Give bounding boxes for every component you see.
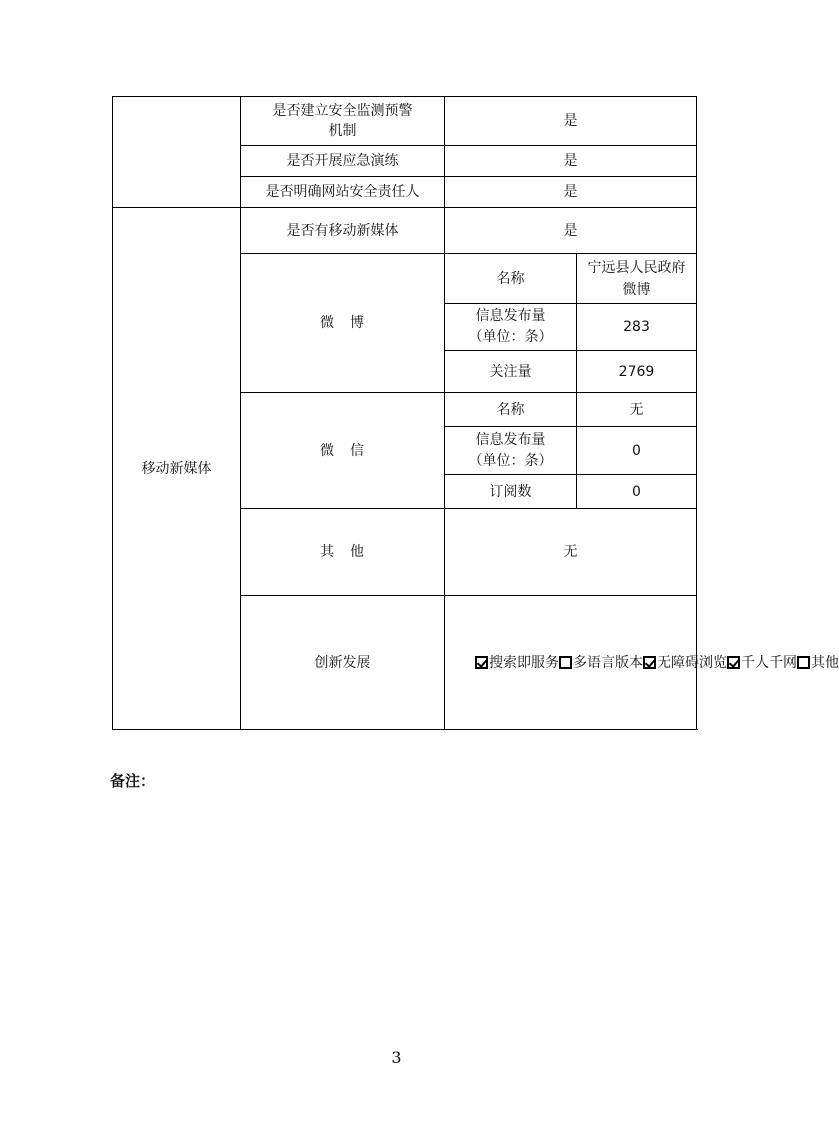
weibo-name-label: 名称 bbox=[445, 254, 577, 304]
checkbox-other[interactable] bbox=[797, 655, 839, 671]
checkbox-icon bbox=[643, 656, 656, 669]
wechat-posts-label: 信息发布量 （单位：条） bbox=[445, 427, 577, 475]
wechat-posts-value: 0 bbox=[577, 427, 697, 475]
page-number: 3 bbox=[391, 1048, 402, 1067]
weibo-label: 微 博 bbox=[241, 254, 445, 393]
checkbox-search-as-service[interactable] bbox=[475, 655, 559, 671]
other-label: 其 他 bbox=[241, 509, 445, 596]
checkbox-icon bbox=[727, 656, 740, 669]
other-value: 无 bbox=[445, 509, 697, 596]
option-label: 其他 bbox=[811, 654, 839, 671]
wechat-label: 微 信 bbox=[241, 393, 445, 509]
checkbox-icon bbox=[797, 656, 810, 669]
drill-value: 是 bbox=[445, 146, 697, 177]
checkbox-icon bbox=[559, 656, 572, 669]
mobile-section-label: 移动新媒体 bbox=[113, 208, 241, 730]
remark-label: 备注： bbox=[110, 772, 156, 790]
report-table bbox=[112, 96, 839, 730]
checkbox-icon bbox=[475, 656, 488, 669]
security-section-cell bbox=[113, 97, 241, 208]
checkbox-multilingual[interactable] bbox=[559, 655, 643, 671]
weibo-posts-label: 信息发布量 （单位：条） bbox=[445, 304, 577, 351]
monitoring-value: 是 bbox=[445, 97, 697, 146]
checkbox-personalized[interactable] bbox=[727, 655, 797, 671]
weibo-followers-value: 2769 bbox=[577, 351, 697, 393]
option-label: 无障碍浏览 bbox=[657, 654, 727, 671]
responsible-label: 是否明确网站安全责任人 bbox=[241, 177, 445, 208]
monitoring-label: 是否建立安全监测预警 机制 bbox=[241, 97, 445, 146]
has-mobile-label: 是否有移动新媒体 bbox=[241, 208, 445, 254]
wechat-subs-label: 订阅数 bbox=[445, 475, 577, 509]
wechat-subs-value: 0 bbox=[577, 475, 697, 509]
has-mobile-value: 是 bbox=[445, 208, 697, 254]
innovation-options bbox=[445, 596, 839, 730]
weibo-name-value: 宁远县人民政府微博 bbox=[577, 254, 697, 304]
option-label: 千人千网 bbox=[741, 654, 797, 671]
option-label: 搜索即服务 bbox=[489, 654, 559, 671]
wechat-name-value: 无 bbox=[577, 393, 697, 427]
wechat-name-label: 名称 bbox=[445, 393, 577, 427]
responsible-value: 是 bbox=[445, 177, 697, 208]
weibo-posts-value: 283 bbox=[577, 304, 697, 351]
innovation-label: 创新发展 bbox=[241, 596, 445, 730]
weibo-followers-label: 关注量 bbox=[445, 351, 577, 393]
option-label: 多语言版本 bbox=[573, 654, 643, 671]
checkbox-accessibility[interactable] bbox=[643, 655, 727, 671]
drill-label: 是否开展应急演练 bbox=[241, 146, 445, 177]
